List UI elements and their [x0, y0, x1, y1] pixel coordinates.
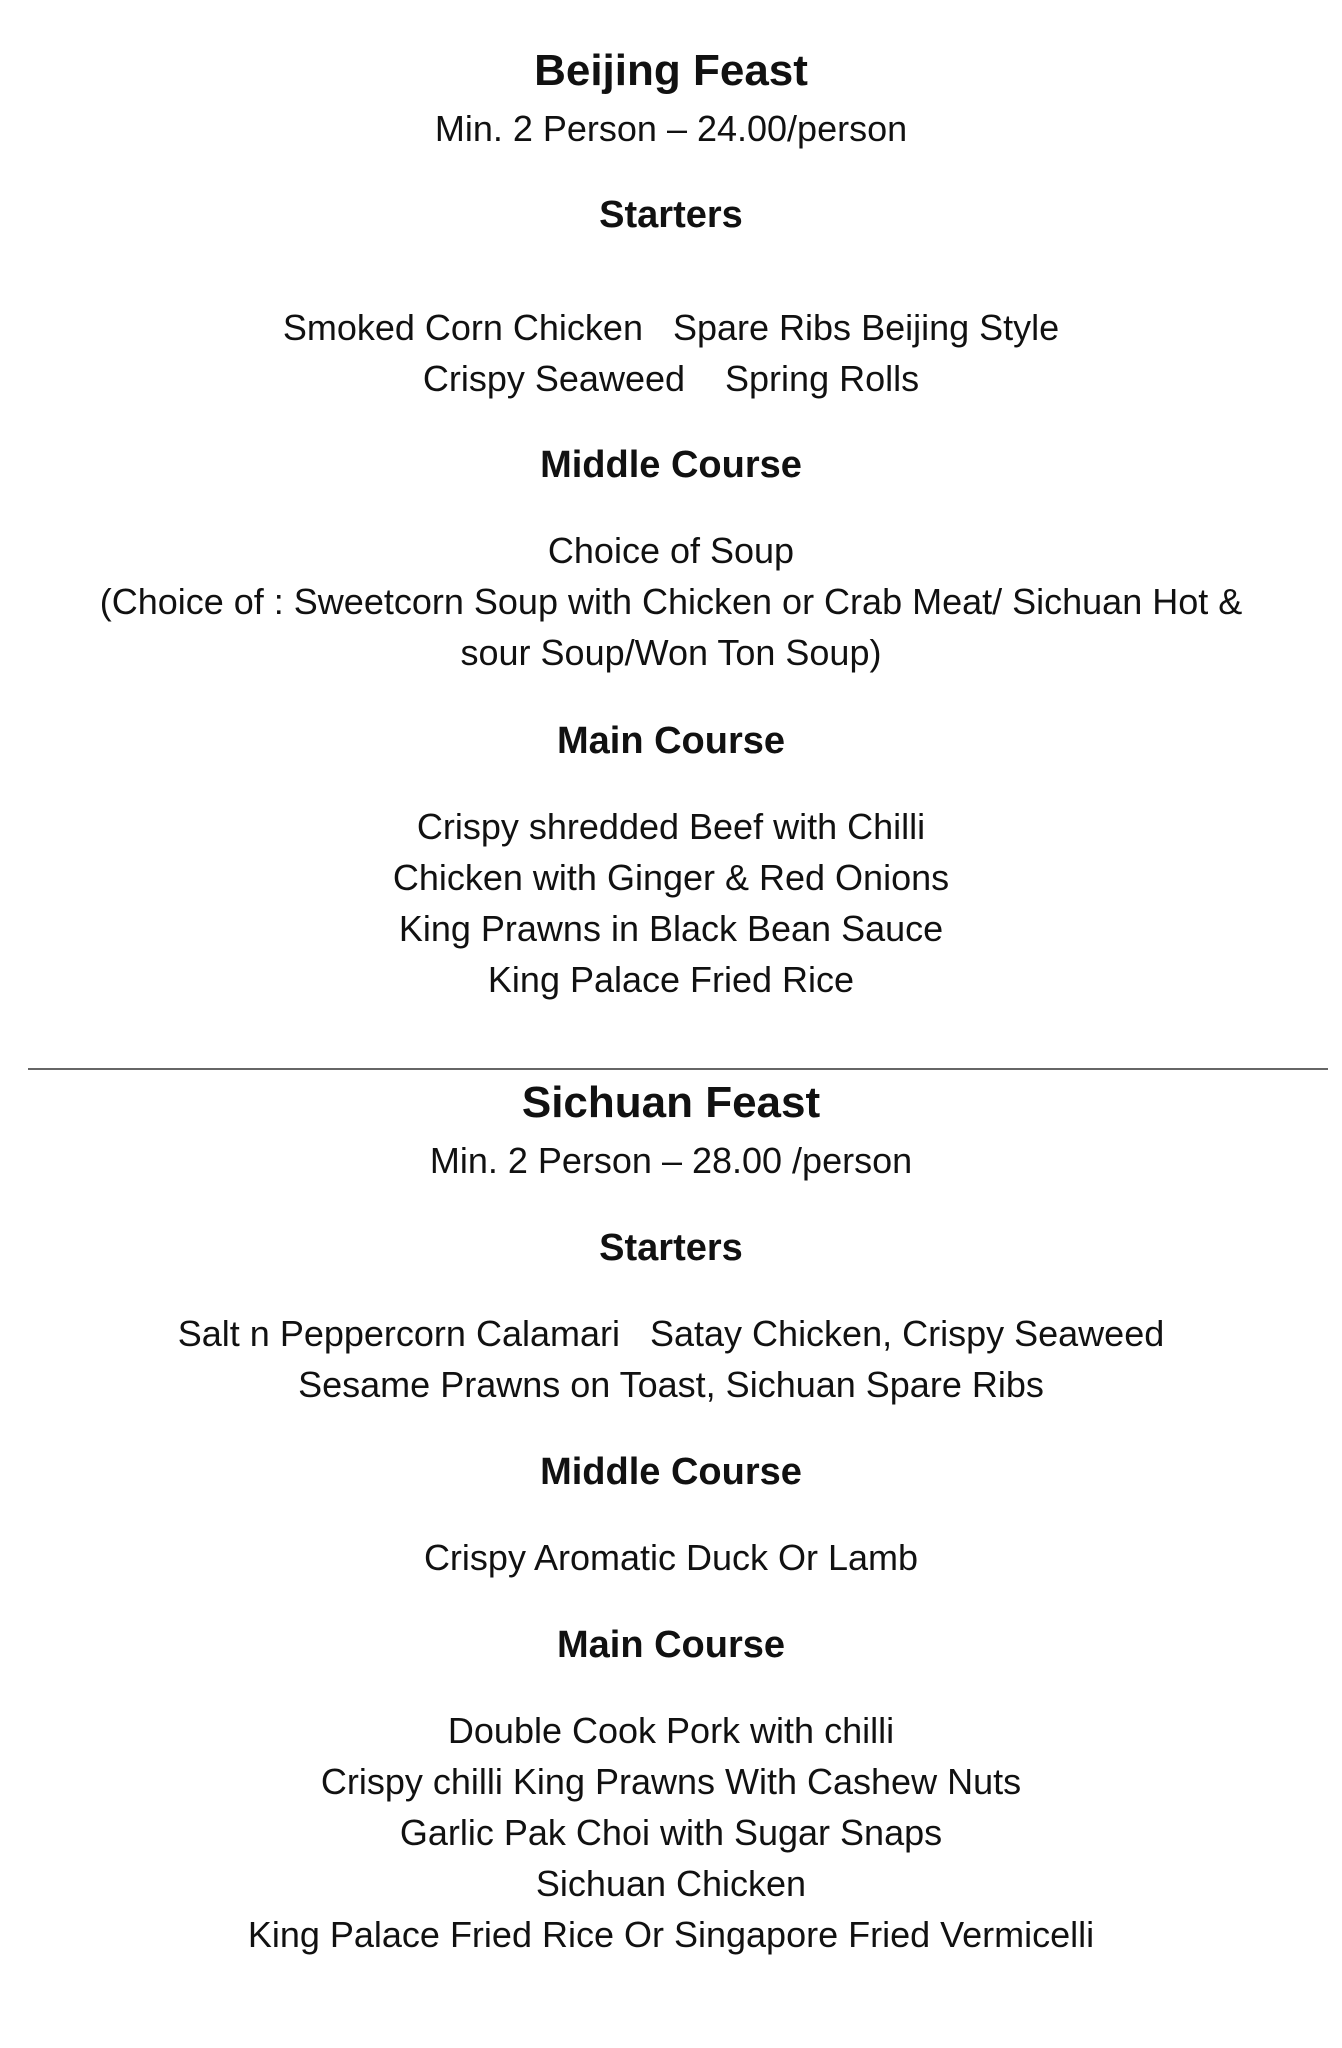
sichuan-main-heading: Main Course: [556, 1624, 786, 1666]
beijing-feast-price: Min. 2 Person – 24.00/person: [434, 108, 908, 149]
beijing-starters-line: Crispy Seaweed Spring Rolls: [422, 358, 920, 399]
section-divider: [28, 1068, 1328, 1070]
sichuan-starters-heading: Starters: [599, 1227, 743, 1269]
beijing-feast-title: Beijing Feast: [534, 46, 808, 95]
sichuan-starters-line: Sesame Prawns on Toast, Sichuan Spare Ribs: [298, 1364, 1044, 1405]
beijing-main-line: Chicken with Ginger & Red Onions: [392, 857, 950, 898]
sichuan-main-line: Double Cook Pork with chilli: [447, 1710, 895, 1751]
beijing-main-line: Crispy shredded Beef with Chilli: [416, 806, 926, 847]
sichuan-main-line: Garlic Pak Choi with Sugar Snaps: [399, 1812, 943, 1853]
sichuan-main-line: Crispy chilli King Prawns With Cashew Nuts: [320, 1761, 1022, 1802]
beijing-middle-heading: Middle Course: [540, 444, 802, 486]
beijing-main-line: King Prawns in Black Bean Sauce: [398, 908, 944, 949]
beijing-main-heading: Main Course: [556, 720, 786, 762]
beijing-middle-line: Choice of Soup: [547, 530, 795, 571]
sichuan-main-line: Sichuan Chicken: [535, 1863, 807, 1904]
beijing-starters-line: Smoked Corn Chicken Spare Ribs Beijing Style: [282, 307, 1060, 348]
sichuan-feast-price: Min. 2 Person – 28.00 /person: [429, 1140, 913, 1181]
beijing-middle-line: sour Soup/Won Ton Soup): [460, 632, 882, 673]
sichuan-middle-heading: Middle Course: [540, 1451, 802, 1493]
beijing-starters-heading: Starters: [599, 194, 743, 236]
sichuan-main-line: King Palace Fried Rice Or Singapore Fried Vermicelli: [247, 1914, 1095, 1955]
sichuan-middle-line: Crispy Aromatic Duck Or Lamb: [423, 1537, 919, 1578]
beijing-middle-line: (Choice of : Sweetcorn Soup with Chicken or Crab Meat/ Sichuan Hot &: [99, 581, 1243, 622]
sichuan-starters-line: Salt n Peppercorn Calamari Satay Chicken, Crispy Seaweed: [177, 1313, 1165, 1354]
beijing-main-line: King Palace Fried Rice: [487, 959, 855, 1000]
sichuan-feast-title: Sichuan Feast: [521, 1078, 821, 1127]
